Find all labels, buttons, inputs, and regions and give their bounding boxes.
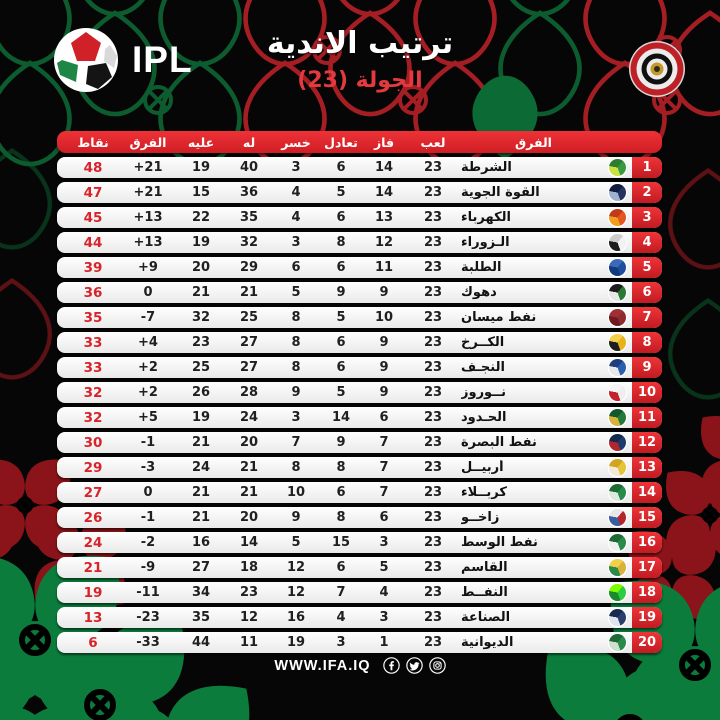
table-row — [57, 207, 662, 228]
goal-diff-cell: -2 — [140, 535, 156, 550]
points-cell: 32 — [83, 409, 103, 426]
table-body — [57, 157, 662, 653]
team-name: نفط البصرة — [461, 435, 537, 450]
draws-cell: 9 — [336, 285, 346, 300]
draws-cell: 5 — [336, 185, 346, 200]
draws-cell: 14 — [331, 410, 351, 425]
goals-against-cell: 16 — [191, 535, 211, 550]
draws-cell: 6 — [336, 360, 346, 375]
rank-badge: 11 — [632, 407, 662, 428]
team-badge-icon — [609, 534, 626, 551]
wins-cell: 10 — [374, 310, 394, 325]
rank-badge: 9 — [632, 357, 662, 378]
team-name: الطلبة — [461, 260, 502, 275]
team-name: كربــلاء — [461, 485, 507, 500]
team-name: القوة الجوية — [461, 185, 540, 200]
losses-cell: 9 — [291, 385, 301, 400]
goals-for-cell: 29 — [239, 260, 259, 275]
goals-for-cell: 21 — [239, 460, 259, 475]
rank-badge: 13 — [632, 457, 662, 478]
losses-cell: 8 — [291, 335, 301, 350]
page-title: ترتيب الاندية — [266, 26, 454, 61]
goal-diff-cell: -33 — [136, 635, 160, 650]
goals-for-cell: 25 — [239, 310, 259, 325]
facebook-icon — [383, 657, 400, 674]
goal-diff-cell: 0 — [143, 485, 153, 500]
goals-for-cell: 12 — [239, 610, 259, 625]
losses-cell: 3 — [291, 235, 301, 250]
table-row — [57, 407, 662, 428]
wins-cell: 7 — [379, 460, 389, 475]
footer — [0, 657, 720, 674]
played-cell: 23 — [423, 185, 443, 200]
played-cell: 23 — [423, 635, 443, 650]
goal-diff-cell: +13 — [133, 210, 163, 225]
played-cell: 23 — [423, 460, 443, 475]
team-name: الكهرباء — [461, 210, 511, 225]
goals-for-cell: 36 — [239, 185, 259, 200]
rank-badge: 19 — [632, 607, 662, 628]
losses-cell: 9 — [291, 510, 301, 525]
goal-diff-cell: -1 — [140, 510, 156, 525]
goal-diff-cell: -7 — [140, 310, 156, 325]
table-row — [57, 582, 662, 603]
league-table — [57, 131, 662, 657]
goals-against-cell: 32 — [191, 310, 211, 325]
goal-diff-cell: -23 — [136, 610, 160, 625]
draws-cell: 6 — [336, 560, 346, 575]
goal-diff-cell: -11 — [136, 585, 160, 600]
wins-cell: 6 — [379, 510, 389, 525]
goals-against-cell: 26 — [191, 385, 211, 400]
wins-cell: 7 — [379, 435, 389, 450]
table-row — [57, 457, 662, 478]
table-row — [57, 182, 662, 203]
draws-cell: 9 — [336, 435, 346, 450]
draws-cell: 6 — [336, 210, 346, 225]
rank-badge: 4 — [632, 232, 662, 253]
table-row — [57, 382, 662, 403]
draws-cell: 5 — [336, 385, 346, 400]
social-icons — [383, 657, 446, 674]
table-row — [57, 507, 662, 528]
wins-cell: 9 — [379, 335, 389, 350]
ipl-ball-icon — [52, 26, 120, 94]
team-badge-icon — [609, 484, 626, 501]
table-row — [57, 282, 662, 303]
goals-for-cell: 27 — [239, 360, 259, 375]
team-badge-icon — [609, 234, 626, 251]
goals-for-cell: 14 — [239, 535, 259, 550]
team-badge-icon — [609, 159, 626, 176]
points-cell: 47 — [83, 184, 103, 201]
goals-against-cell: 21 — [191, 510, 211, 525]
points-cell: 19 — [83, 584, 103, 601]
ifa-logo — [628, 40, 686, 98]
losses-cell: 5 — [291, 285, 301, 300]
wins-cell: 13 — [374, 210, 394, 225]
goals-for-cell: 32 — [239, 235, 259, 250]
website-url: WWW.IFA.IQ — [274, 657, 371, 674]
points-cell: 29 — [83, 459, 103, 476]
team-name: النفــط — [461, 585, 508, 600]
points-cell: 13 — [83, 609, 103, 626]
goals-against-cell: 24 — [191, 460, 211, 475]
losses-cell: 12 — [286, 560, 306, 575]
goals-for-cell: 11 — [239, 635, 259, 650]
ipl-label: IPL — [132, 39, 193, 80]
draws-cell: 15 — [331, 535, 351, 550]
goals-against-cell: 21 — [191, 285, 211, 300]
goal-diff-cell: -9 — [140, 560, 156, 575]
team-name: دهوك — [461, 285, 497, 300]
table-row — [57, 632, 662, 653]
draws-cell: 8 — [336, 510, 346, 525]
team-badge-icon — [609, 584, 626, 601]
rank-badge: 6 — [632, 282, 662, 303]
team-name: زاخــو — [461, 510, 500, 525]
table-row — [57, 432, 662, 453]
losses-cell: 4 — [291, 185, 301, 200]
losses-cell: 12 — [286, 585, 306, 600]
losses-cell: 8 — [291, 310, 301, 325]
team-name: النجـف — [461, 360, 505, 375]
team-name: الـزوراء — [461, 235, 510, 250]
losses-cell: 16 — [286, 610, 306, 625]
goal-diff-cell: +4 — [138, 335, 158, 350]
team-badge-icon — [609, 609, 626, 626]
team-badge-icon — [609, 359, 626, 376]
losses-cell: 10 — [286, 485, 306, 500]
rank-badge: 16 — [632, 532, 662, 553]
played-cell: 23 — [423, 410, 443, 425]
goal-diff-cell: -1 — [140, 435, 156, 450]
team-name: الصناعة — [461, 610, 511, 625]
team-badge-icon — [609, 459, 626, 476]
played-cell: 23 — [423, 260, 443, 275]
column-header-team: الفرق — [515, 134, 552, 150]
wins-cell: 6 — [379, 410, 389, 425]
played-cell: 23 — [423, 335, 443, 350]
draws-cell: 6 — [336, 260, 346, 275]
table-row — [57, 607, 662, 628]
points-cell: 33 — [83, 334, 103, 351]
goals-against-cell: 15 — [191, 185, 211, 200]
wins-cell: 9 — [379, 285, 389, 300]
table-row — [57, 482, 662, 503]
goal-diff-cell: +2 — [138, 385, 158, 400]
team-name: الديوانية — [461, 635, 514, 650]
table-header-row — [57, 131, 662, 153]
team-name: القاسم — [461, 560, 508, 575]
played-cell: 23 — [423, 535, 443, 550]
team-badge-icon — [609, 309, 626, 326]
goals-against-cell: 20 — [191, 260, 211, 275]
table-row — [57, 307, 662, 328]
rank-badge: 14 — [632, 482, 662, 503]
wins-cell: 9 — [379, 360, 389, 375]
team-badge-icon — [609, 334, 626, 351]
played-cell: 23 — [423, 360, 443, 375]
wins-cell: 7 — [379, 485, 389, 500]
wins-cell: 14 — [374, 185, 394, 200]
goal-diff-cell: 0 — [143, 285, 153, 300]
rank-badge: 17 — [632, 557, 662, 578]
goals-for-cell: 35 — [239, 210, 259, 225]
column-header-for: له — [242, 134, 256, 150]
points-cell: 27 — [83, 484, 103, 501]
goals-against-cell: 19 — [191, 235, 211, 250]
wins-cell: 3 — [379, 535, 389, 550]
points-cell: 44 — [83, 234, 103, 251]
team-name: الكــرخ — [461, 335, 505, 350]
rank-badge: 10 — [632, 382, 662, 403]
draws-cell: 3 — [336, 635, 346, 650]
team-badge-icon — [609, 384, 626, 401]
draws-cell: 8 — [336, 460, 346, 475]
losses-cell: 6 — [291, 260, 301, 275]
team-badge-icon — [609, 559, 626, 576]
ipl-logo — [52, 26, 193, 94]
team-name: أربيــل — [461, 460, 504, 475]
goal-diff-cell: +21 — [133, 185, 163, 200]
wins-cell: 1 — [379, 635, 389, 650]
played-cell: 23 — [423, 310, 443, 325]
wins-cell: 14 — [374, 160, 394, 175]
team-name: نفط الوسط — [461, 535, 538, 550]
team-badge-icon — [609, 259, 626, 276]
points-cell: 36 — [83, 284, 103, 301]
goals-for-cell: 21 — [239, 485, 259, 500]
points-cell: 32 — [83, 384, 103, 401]
points-cell: 6 — [88, 634, 98, 651]
team-badge-icon — [609, 284, 626, 301]
goals-for-cell: 21 — [239, 285, 259, 300]
rank-badge: 7 — [632, 307, 662, 328]
column-header-against: عليه — [187, 134, 215, 150]
losses-cell: 3 — [291, 160, 301, 175]
draws-cell: 6 — [336, 485, 346, 500]
table-row — [57, 232, 662, 253]
played-cell: 23 — [423, 510, 443, 525]
points-cell: 21 — [83, 559, 103, 576]
wins-cell: 9 — [379, 385, 389, 400]
column-header-lost: خسر — [281, 134, 311, 150]
goals-against-cell: 35 — [191, 610, 211, 625]
rank-badge: 5 — [632, 257, 662, 278]
rank-badge: 18 — [632, 582, 662, 603]
points-cell: 33 — [83, 359, 103, 376]
poster-header — [0, 0, 720, 128]
draws-cell: 6 — [336, 335, 346, 350]
goals-for-cell: 23 — [239, 585, 259, 600]
table-row — [57, 557, 662, 578]
goals-for-cell: 24 — [239, 410, 259, 425]
wins-cell: 12 — [374, 235, 394, 250]
column-header-played: لعب — [420, 134, 446, 150]
rank-badge: 2 — [632, 182, 662, 203]
points-cell: 35 — [83, 309, 103, 326]
played-cell: 23 — [423, 235, 443, 250]
rank-badge: 1 — [632, 157, 662, 178]
losses-cell: 3 — [291, 410, 301, 425]
points-cell: 30 — [83, 434, 103, 451]
rank-badge: 8 — [632, 332, 662, 353]
team-badge-icon — [609, 509, 626, 526]
played-cell: 23 — [423, 285, 443, 300]
table-row — [57, 332, 662, 353]
goal-diff-cell: +5 — [138, 410, 158, 425]
points-cell: 39 — [83, 259, 103, 276]
losses-cell: 5 — [291, 535, 301, 550]
column-header-draw: تعادل — [324, 134, 358, 150]
draws-cell: 4 — [336, 610, 346, 625]
losses-cell: 8 — [291, 460, 301, 475]
goals-against-cell: 34 — [191, 585, 211, 600]
goals-for-cell: 27 — [239, 335, 259, 350]
goals-against-cell: 44 — [191, 635, 211, 650]
points-cell: 24 — [83, 534, 103, 551]
draws-cell: 7 — [336, 585, 346, 600]
column-header-diff: الفرق — [129, 134, 167, 150]
played-cell: 23 — [423, 485, 443, 500]
team-name: الشرطة — [461, 160, 512, 175]
wins-cell: 3 — [379, 610, 389, 625]
team-name: الحـدود — [461, 410, 507, 425]
draws-cell: 8 — [336, 235, 346, 250]
played-cell: 23 — [423, 435, 443, 450]
goals-against-cell: 25 — [191, 360, 211, 375]
goals-for-cell: 20 — [239, 510, 259, 525]
played-cell: 23 — [423, 585, 443, 600]
instagram-icon — [429, 657, 446, 674]
played-cell: 23 — [423, 610, 443, 625]
team-badge-icon — [609, 209, 626, 226]
team-badge-icon — [609, 434, 626, 451]
column-header-points: نقاط — [77, 134, 109, 150]
rank-badge: 15 — [632, 507, 662, 528]
rank-badge: 3 — [632, 207, 662, 228]
table-row — [57, 357, 662, 378]
twitter-icon — [406, 657, 423, 674]
table-row — [57, 532, 662, 553]
goals-for-cell: 20 — [239, 435, 259, 450]
played-cell: 23 — [423, 560, 443, 575]
points-cell: 48 — [83, 159, 103, 176]
goals-against-cell: 22 — [191, 210, 211, 225]
goals-for-cell: 18 — [239, 560, 259, 575]
losses-cell: 19 — [286, 635, 306, 650]
team-badge-icon — [609, 184, 626, 201]
goal-diff-cell: +13 — [133, 235, 163, 250]
goals-against-cell: 23 — [191, 335, 211, 350]
goals-against-cell: 27 — [191, 560, 211, 575]
losses-cell: 8 — [291, 360, 301, 375]
title-block — [180, 26, 540, 93]
table-row — [57, 157, 662, 178]
played-cell: 23 — [423, 210, 443, 225]
team-name: نفط ميسان — [461, 310, 537, 325]
goals-against-cell: 19 — [191, 160, 211, 175]
table-row — [57, 257, 662, 278]
rank-badge: 12 — [632, 432, 662, 453]
goals-against-cell: 21 — [191, 435, 211, 450]
goals-against-cell: 21 — [191, 485, 211, 500]
wins-cell: 4 — [379, 585, 389, 600]
rank-badge: 20 — [632, 632, 662, 653]
wins-cell: 11 — [374, 260, 394, 275]
team-badge-icon — [609, 634, 626, 651]
played-cell: 23 — [423, 160, 443, 175]
goals-for-cell: 28 — [239, 385, 259, 400]
points-cell: 26 — [83, 509, 103, 526]
losses-cell: 7 — [291, 435, 301, 450]
goal-diff-cell: -3 — [140, 460, 156, 475]
column-header-won: فاز — [373, 134, 395, 150]
draws-cell: 6 — [336, 160, 346, 175]
goal-diff-cell: +9 — [138, 260, 158, 275]
goals-for-cell: 40 — [239, 160, 259, 175]
round-subtitle: الجولة (23) — [297, 68, 423, 93]
losses-cell: 4 — [291, 210, 301, 225]
goal-diff-cell: +21 — [133, 160, 163, 175]
wins-cell: 5 — [379, 560, 389, 575]
points-cell: 45 — [83, 209, 103, 226]
draws-cell: 5 — [336, 310, 346, 325]
played-cell: 23 — [423, 385, 443, 400]
team-badge-icon — [609, 409, 626, 426]
goal-diff-cell: +2 — [138, 360, 158, 375]
team-name: نــوروز — [461, 385, 506, 400]
goals-against-cell: 19 — [191, 410, 211, 425]
